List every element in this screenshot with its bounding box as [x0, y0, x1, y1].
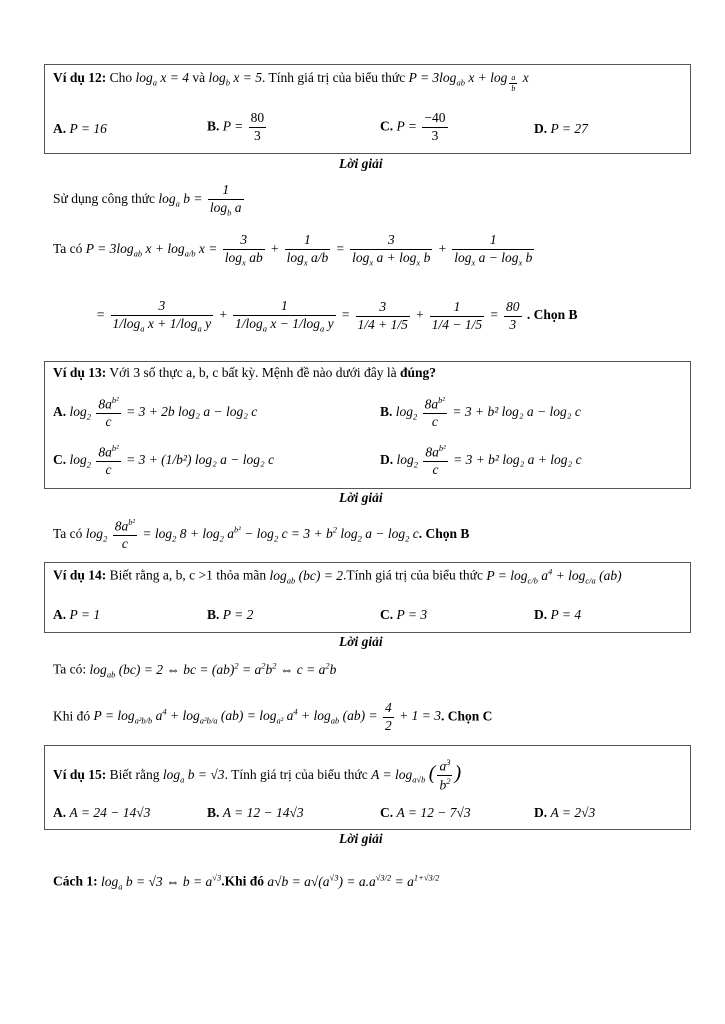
example-15-question-text: Biết rằng [109, 766, 160, 782]
option-label: C. [53, 452, 67, 468]
fraction-80-3: $\frac{80}{3}$ [250, 110, 265, 143]
option-label: C. [380, 805, 394, 820]
example-12-option-d[interactable] [534, 121, 588, 137]
option-value: P = [222, 118, 244, 134]
example-12-formula-line [53, 182, 246, 218]
example-12-question-text: . Tính giá trị của biểu thức [262, 70, 406, 85]
option-label: A. [53, 607, 67, 622]
option-label: D. [534, 121, 548, 136]
example-13-title: Ví dụ 13: [53, 365, 107, 380]
example-15-option-c[interactable] [380, 805, 471, 821]
option-label: A. [53, 121, 67, 136]
answer-choice: . Chọn C [440, 708, 493, 724]
example-12-option-c[interactable] [380, 110, 450, 145]
example-14-solution-title: Lời giải [339, 634, 383, 649]
answer-choice: . Chọn B [526, 307, 578, 323]
method-equation-1: $\log_a b = √3$ ⇔ $b = a^{√3}$ [101, 872, 222, 892]
example-14-option-c[interactable] [380, 607, 427, 623]
then-text: .Khi đó [221, 873, 264, 889]
option-label: A. [53, 404, 67, 420]
example-13-question [53, 365, 436, 381]
example-12-intro: Cho [109, 70, 133, 85]
formula-intro: Sử dụng công thức [53, 191, 156, 207]
example-14-option-a[interactable] [53, 607, 100, 623]
example-15-title: Ví dụ 15: [53, 766, 107, 782]
option-value: P = 3 [396, 607, 428, 622]
example-13-question-emphasis: đúng? [400, 365, 437, 380]
option-value: A = 2√3 [550, 805, 596, 820]
example-13-question-text: Với 3 số thực a, b, c bất kỳ. Mệnh đề nào dưới đây là [109, 365, 397, 380]
example-12-cond1: $\log_a x = 4$ [135, 70, 190, 88]
option-label: C. [380, 118, 394, 134]
example-15-option-b[interactable] [207, 805, 304, 821]
example-12-option-a[interactable] [53, 121, 107, 137]
example-12-expr: $P = 3\log_{ab}$ x + log $_{\frac{a}{b}}$ x [408, 70, 529, 94]
option-value: A = 24 − 14√3 [69, 805, 151, 820]
option-label: B. [380, 404, 393, 420]
fraction-neg40-3: $\frac{-40}{3}$ [424, 110, 446, 143]
example-13-option-d[interactable]: D. $\log_2$ $\frac{8a^{b^2}}{c}$ = 3 + b² log₂ a + log₂ c [380, 443, 582, 478]
example-15-expr: $A = \log_{a√b}$ ( $\frac{a^3}{b^2}$ ) [371, 757, 462, 793]
option-value: A = 12 − 7√3 [396, 805, 471, 820]
option-value: = 3 + b² log₂ a + log₂ c [453, 452, 582, 468]
example-15-solution-title: Lời giải [339, 831, 383, 846]
example-12-question [53, 70, 529, 94]
solution-intro: Ta có [53, 526, 83, 542]
example-15-option-d[interactable] [534, 805, 595, 821]
option-label: D. [534, 607, 548, 622]
solution-intro: Ta có: [53, 661, 87, 677]
option-label: D. [534, 805, 548, 820]
derivation-step-1: $P = 3\log_{ab}$ $x + \log_{a/b} x$ = $\frac{3}{\log_x ab}$ + $\frac{1}{\log_x a/b}$ = $\frac{3}{\log_x a + \log_x b}$ + $\frac{1}{\log_x a - \log_x b}$ [85, 232, 533, 268]
example-15-option-a[interactable] [53, 805, 150, 821]
option-label: B. [207, 118, 220, 134]
solution-equation-1: $\log_{ab} (bc) = 2$ ⇔ bc = $(ab)^2 = a^2b^2$ ⇔ $c = a^2b$ [89, 660, 337, 680]
change-of-base-formula: $\log_a b$ = $\frac{1}{\log_b a}$ [158, 182, 242, 218]
example-14-solution-line-1 [53, 660, 336, 679]
option-value: = 3 + (1/b²) log₂ a − log₂ c [126, 452, 275, 468]
option-value: P = 1 [69, 607, 101, 622]
example-14-question-text: Biết rằng a, b, c >1 thỏa mãn [109, 567, 267, 583]
example-14-title: Ví dụ 14: [53, 567, 107, 583]
example-13-option-b[interactable]: B. $\log_2$ $\frac{8a^{b^2}}{c}$ = 3 + b² log₂ a − log₂ c [380, 395, 581, 430]
example-12-option-b[interactable] [207, 110, 268, 145]
solution-intro-2: Khi đó [53, 708, 91, 724]
example-13-option-c[interactable]: C. $\log_2$ $\frac{8a^{b^2}}{c}$ = 3 + (1/b²) log₂ a − log₂ c [53, 443, 275, 478]
option-label: D. [380, 452, 394, 468]
option-value: P = 2 [222, 607, 254, 622]
example-12-derivation-2 [96, 298, 578, 334]
option-value: A = 12 − 14√3 [222, 805, 304, 820]
example-15-question-text-2: . Tính giá trị của biểu thức [224, 766, 368, 782]
method-label: Cách 1: [53, 873, 98, 889]
example-14-question [53, 566, 622, 585]
example-12-derivation-1 [53, 232, 536, 268]
example-12-title: Ví dụ 12: [53, 70, 107, 85]
example-15-cond: $\log_a b = √3$ [162, 766, 225, 785]
example-14-expr: $P = \log_{c/b} a^4 + \log_{c/a} (ab)$ [486, 566, 622, 586]
example-13-solution-title: Lời giải [339, 490, 383, 505]
example-14-question-text-2: .Tính giá trị của biểu thức [342, 567, 483, 583]
option-label: C. [380, 607, 394, 622]
option-value: = 3 + 2b log₂ a − log₂ c [126, 404, 258, 420]
method-equation-2: $a√b = a√(a^{√3}) = a.a^{√3/2} = a^{1+√3/2}$ [267, 872, 440, 889]
derivation-step-2: = $\frac{3}{1/\log_a x + 1/\log_a y}$ + $\frac{1}{1/\log_a x - 1/\log_a y}$ = $\frac{3}{1/4 + 1/5}$ + $\frac{1}{1/4 - 1/5}$ = $\frac{80}{3}$ [96, 298, 520, 334]
example-15-method-1 [53, 872, 439, 891]
example-12-solution-title: Lời giải [339, 156, 383, 171]
example-14-solution-line-2 [53, 700, 492, 735]
example-15-question [53, 757, 461, 795]
answer-choice: . Chọn B [418, 526, 470, 542]
solution-equation-2: $P = \log_{a^2b/b} a^4 + \log_{a^2b/a} (ab) = \log_{a^2} a^4 + \log_{ab} (ab)$ = $\frac{4}{2}$ + 1 = 3 [93, 700, 441, 733]
option-label: B. [207, 805, 220, 820]
option-value: P = [396, 118, 417, 134]
example-14-option-b[interactable] [207, 607, 253, 623]
option-value: P = 16 [69, 121, 107, 136]
example-13-solution: Ta có $\log_2$ $\frac{8a^{b^2}}{c}$ = $\log_2 8 + \log_2 a^{b^2} - \log_2 c = 3 + b^2$ $\log_2 a - \log_2 c$. Chọn B [53, 517, 470, 552]
option-value: P = 27 [550, 121, 588, 136]
example-14-cond: $\log_{ab} (bc) = 2$ [269, 567, 343, 586]
option-value: = 3 + b² log₂ a − log₂ c [452, 404, 581, 420]
example-12-cond2: $\log_b x = 5$ [208, 70, 263, 88]
option-label: B. [207, 607, 220, 622]
example-14-option-d[interactable] [534, 607, 581, 623]
derivation-intro: Ta có [53, 241, 83, 257]
example-12-and: và [192, 70, 206, 85]
option-label: A. [53, 805, 67, 820]
example-13-option-a[interactable]: A. $\log_2$ $\frac{8a^{b^2}}{c}$ = 3 + 2b log₂ a − log₂ c [53, 395, 258, 430]
solution-equation: = $\log_2 8 + \log_2 a^{b^2} - \log_2 c = 3 + b^2$ $\log_2 a - \log_2 c$ [142, 524, 419, 544]
option-value: P = 4 [550, 607, 582, 622]
